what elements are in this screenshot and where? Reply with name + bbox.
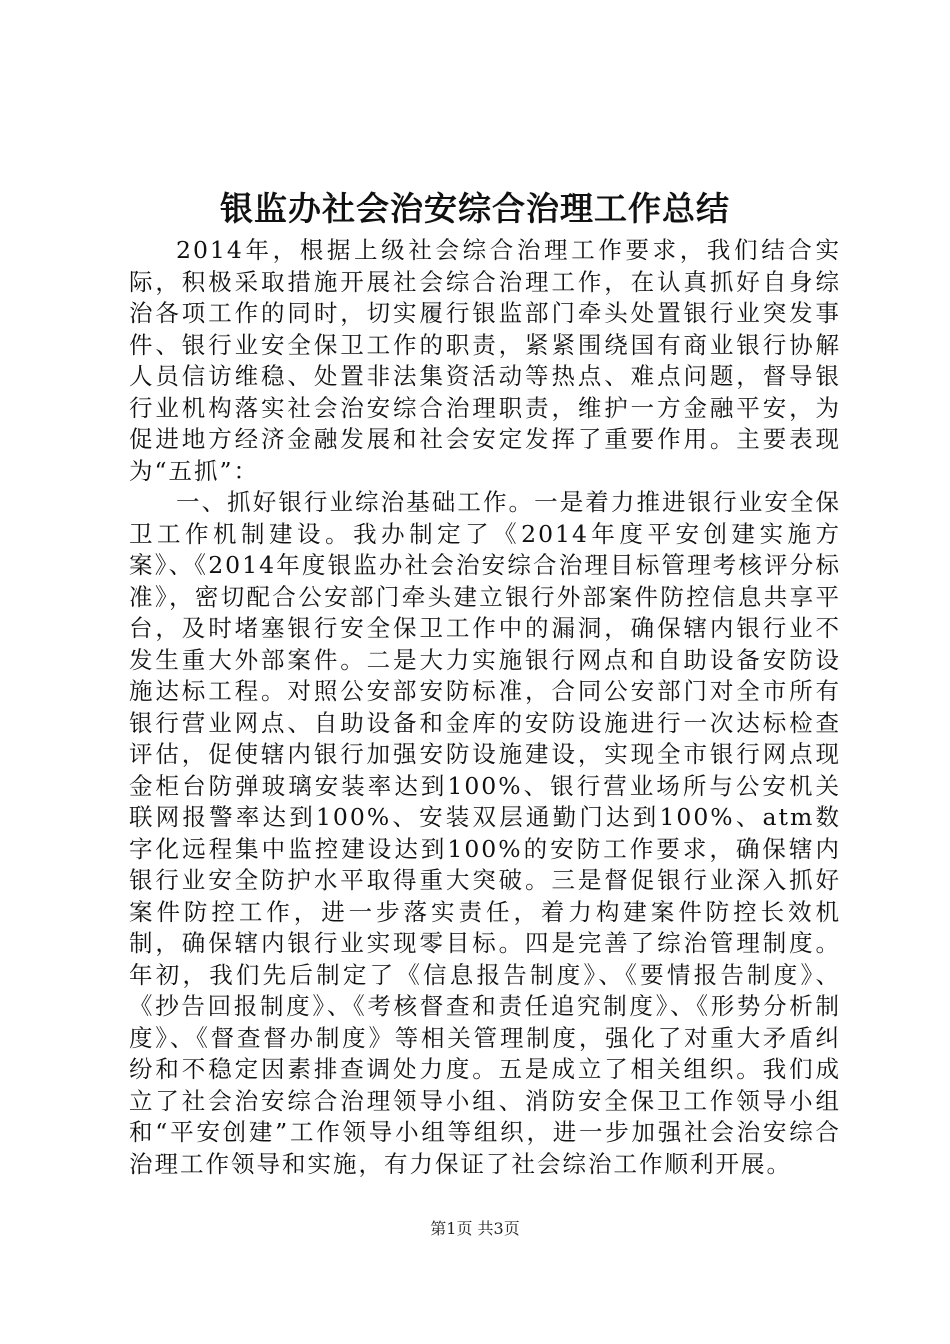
document-body [129,235,841,1180]
paragraph-intro: 2014年，根据上级社会综合治理工作要求，我们结合实际，积极采取措施开展社会综合治理工作，在认真抓好自身综治各项工作的同时，切实履行银监部门牵头处置银行业突发事件、银行业安全保卫工作的职责，紧紧围绕国有商业银行协解人员信访维稳、处置非法集资活动等热点、难点问题，督导银行业机构落实社会治安综合治理职责，维护一方金融平安，为促进地方经济金融发展和社会安定发挥了重要作用。主要表现为“五抓”： [129,236,841,485]
document-title: 银监办社会治安综合治理工作总结 [220,189,730,228]
paragraph-section-1: 一、抓好银行业综治基础工作。一是着力推进银行业安全保卫工作机制建设。我办制定了《2014年度平安创建实施方案》、《2014年度银监办社会治安综合治理目标管理考核评分标准》，密切配合公安部门牵头建立银行外部案件防控信息共享平台，及时堵塞银行安全保卫工作中的漏洞，确保辖内银行业不发生重大外部案件。二是大力实施银行网点和自助设备安防设施达标工程。对照公安部安防标准，合同公安部门对全市所有银行营业网点、自助设备和金库的安防设施进行一次达标检查评估，促使辖内银行加强安防设施建设，实现全市银行网点现金柜台防弹玻璃安装率达到100%、银行营业场所与公安机关联网报警率达到100%、安装双层通勤门达到100%、atm数字化远程集中监控建设达到100%的安防工作要求，确保辖内银行业安全防护水平取得重大突破。三是督促银行业深入抓好案件防控工作，进一步落实责任，着力构建案件防控长效机制，确保辖内银行业实现零目标。四是完善了综治管理制度。年初，我们先后制定了《信息报告制度》、《要情报告制度》、《抄告回报制度》、《考核督查和责任追究制度》、《形势分析制度》、《督查督办制度》等相关管理制度，强化了对重大矛盾纠纷和不稳定因素排查调处力度。五是成立了相关组织。我们成立了社会治安综合治理领导小组、消防安全保卫工作领导小组和“平安创建”工作领导小组等组织，进一步加强社会治安综合治理工作领导和实施，有力保证了社会综治工作顺利开展。 [129,488,841,1178]
page-footer: 第1页 共3页 [430,1219,520,1238]
